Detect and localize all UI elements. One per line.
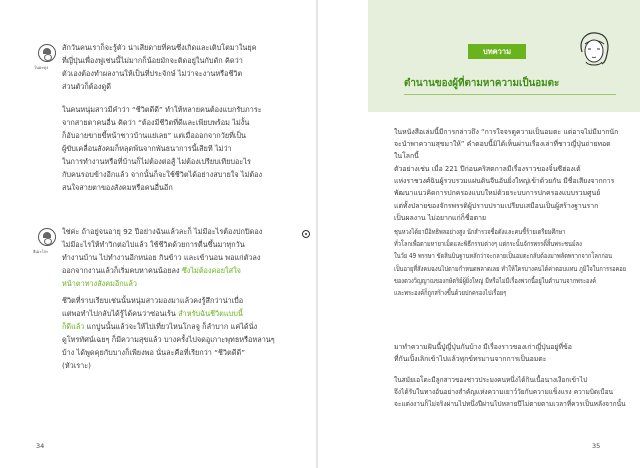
highlight-text: สำหรับฉันชีวิตแบบนี้ <box>178 309 243 318</box>
right-paragraph-4 <box>394 341 572 365</box>
text-line: ในโลกนี้ <box>394 152 419 161</box>
right-paragraph-2 <box>394 163 614 224</box>
title-underline <box>404 94 616 95</box>
article-title: ตำนานของผู้ที่ตามหาความเป็นอมตะ <box>404 78 560 89</box>
text-line <box>62 307 275 320</box>
left-paragraph-1 <box>62 41 257 93</box>
text-line: ตัวอย่างเช่น เมื่อ 221 ปีก่อนคริสตกาลมีเรื่องราวของจิ๋นซีฮ่องเต้ <box>394 165 581 173</box>
left-page <box>0 0 318 468</box>
text-line <box>62 320 275 333</box>
highlight-text: หน้าตาทางสังคมอีกแล้ว <box>62 279 137 288</box>
left-paragraph-3 <box>62 225 262 290</box>
text-line: พัฒนาแนวคิดการปกครองแบบใหม่ด้วยระบบการปกครองแบบรวมศูนย์ <box>394 189 601 198</box>
highlight-text: ก็ดีแล้ว <box>62 322 85 331</box>
text-line: กับคนรอบข้างอีกแล้ว จากนั้นก็จะใช้ชีวิตได้อย่างสบายใจ ไม่ต้อง <box>62 170 263 179</box>
speaker-name-1: โนอะคุง <box>34 65 49 70</box>
right-paragraph-1 <box>394 126 618 163</box>
text-line: สักวันคนเราก็จะรู้ตัว น่าเสียดายที่คนซึ่งเกิดและเติบโตมาในยุค <box>62 43 257 52</box>
text-line: จึงได้รับในทางอันอย่างสำคัญแห่งความเยาว์วัยกับความแข็งแรง ความบิดเบือน <box>394 388 614 397</box>
speaker-name-2: ฮิเมะโกะ <box>33 249 49 254</box>
registration-mark-icon <box>302 230 310 238</box>
text-line: ใช่ค่ะ ถ้าอยู่จนอายุ 92 ปีอย่างฉันแล้วละก็ ไม่มีอะไรต้องปกปิดอง <box>62 227 263 236</box>
text-line: จากสายตาคนอื่น คิดว่า “ต้องมีชีวิตที่ดีและเพียบพร้อม ไม่งั้น <box>62 118 250 127</box>
text-line: จะนำพาความสุขมาให้” คำตอบนี้มิได้เห็นผ่านเรื่องเล่าที่ชาวญี่ปุ่นถ่ายทอด <box>394 140 611 149</box>
left-paragraph-2 <box>62 103 262 194</box>
text-line: แต่ทั้งปลายของจักรพรรดิผู้ปราบปรามเปรียบเสมือนเป็นผู้สร้างฐานราก <box>394 201 599 210</box>
text-line: ของดวงวิญญาณของกษัตริย์ผู้ยิ่งใหญ่ มีหรือไม่มีเรื่องพวกนี้อยู่ในตำนานจากพระองค์ <box>394 276 597 285</box>
text-segment: แต่พอทำไปกลับได้รู้ได้คนว่าซ่อนเร้น <box>62 309 179 318</box>
text-line: ที่กันเปิ้งเลิกเข้าไปแล้วทุกข์ทรมานจากการเป็นอมตะ <box>394 355 547 364</box>
text-line: ก็อับอายขายขี้หน้าชาวบ้านแย่เลย” แต่เมื่อออกจากวัยที่เป็น <box>62 131 247 140</box>
text-line: เป็นผลงาน ไม่อยากแก่ก็ชื่อตาย <box>394 213 487 222</box>
text-line: มาทำความฝันนี้ปู่ญี่ปุ่นกันบ้าง มีเรื่องราวของเก่าญี่ปุ่นอยู่ที่ข้อ <box>394 343 572 351</box>
text-line: ในการทำงานหรือที่บ้านก็ไม่ต้องต่อสู้ ไม่ต้องเปรียบเทียบอะไร <box>62 157 251 166</box>
text-segment: ออกจากงานแล้วก็เริ่มคบหาคนน้อยลง <box>62 266 182 275</box>
text-line: ในคนหนุ่มสาวมีคำว่า “ชีวิตดีดี” ทำให้หลายคนต้องแบกรับภาระ <box>62 105 262 114</box>
text-line: ที่ญี่ปุ่นเพื่องฟูเช่นนี้ไม่มากก็น้อยมักจะติดอยู่ในกับดัก คิดว่า <box>62 56 243 65</box>
text-line: ผู้ขับเคลื่อนสังคมก็หลุดพ้นจากพันธนาการนี้เสียที ไม่ว่า <box>62 144 232 153</box>
right-page <box>318 0 640 468</box>
left-paragraph-4 <box>62 294 275 372</box>
text-line: ส่วนตัวก็ต้องดูดี <box>62 82 111 91</box>
text-line: ชุนหวงได้ยามีอิทธิพลอย่างสูง นักสำรวจชื่อดังและคนขี้ร้ายเตรียมศึกษา <box>394 228 566 236</box>
page-number-right: 35 <box>592 442 601 450</box>
text-line: สนใจสายตาของสังคมหรือคนอื่นอีก <box>62 183 173 192</box>
text-line: ดูโทรทัศน์เฉยๆ ก็มีความสุขแล้ว บางครั้งไปจดอูเกาะพุทธหรือหลานๆ <box>62 335 275 344</box>
text-line: ทั่วโลกเพื่อตามหายาเม็ดและพิธีกรรมต่างๆ แต่กระนั้นจักรพรรดิ์สิ้นพระชนม์ลง <box>394 240 582 249</box>
text-line: ตัวเองต้องทำผลงานให้เป็นที่ประจักษ์ ไม่ว่าจะงานหรือชีวิต <box>62 69 243 78</box>
text-line: ในวัย 49 พรรษา ขัดสินบินฐานหลักว่าจะกลายเป็นอมตะกลับต้องมาพลัดพรากจากโลกก่อน <box>394 252 613 261</box>
woman-sketch-icon <box>574 30 614 68</box>
text-line: (หัวเราะ) <box>62 361 92 370</box>
text-line: และพระองค์ก็ถูกสร้างขึ้นด้วยปกครองไปเรื่อยๆ <box>394 288 507 297</box>
article-tag: บทความ <box>468 44 526 59</box>
text-line: ในสมัยเอโดะมีลูกสาวของชาวประมงคนหนึ่งได้กินเนื้อนางเงือกเข้าไป <box>394 376 588 384</box>
text-line: ในหนังสือเล่มนี้มีการกล่าวถึง “การใจจรดูความเป็นอมตะ แต่อาจไม่มีมากนัก <box>394 128 619 136</box>
text-line: จะแต่งงานก็ไม่จริงผ่านไปหนึ่งปีผ่านไปหลายปีไม่ตายตามเวลาที่ควรเป็นหลังจากนั้น <box>394 400 626 409</box>
text-line: เป็นอายุที่สังคมฉงนไปตามกำหนดพลาดเลย ทำให้ใครบางคนได้ค่าตอบแทน ภูมิใจในการรอคอย <box>394 264 627 273</box>
text-line: ทำงานบ้าน ไปทำงานอีกหน่อย กินข้าว และเข้านอน พอแก่ตัวลง <box>62 253 261 262</box>
right-paragraph-5 <box>394 374 626 411</box>
highlight-text: ซึ่งไม่ต้องคอยใส่ใจ <box>181 266 241 275</box>
text-segment: แกปูนนั้นแล้วจะให้ไปเที่ยวไหนโกลจู ก็ลำบาก แค่ได้นั่ง <box>84 322 258 331</box>
text-line: บ้าง ได้พูดคุยกับบางก็เพียงพอ นั่นละคือที่เรียกว่า “ชีวิตดีดี” <box>62 348 246 357</box>
text-line <box>62 264 262 277</box>
girl-avatar-icon <box>38 228 56 246</box>
boy-avatar-icon <box>38 44 56 62</box>
right-paragraph-3 <box>394 226 626 299</box>
text-line: ชีวิตที่ราบเรียบเช่นนั้นหนุ่มสาวมองมาแล้วคงรู้สึกว่าน่าเบื่อ <box>62 296 244 305</box>
page-number-left: 34 <box>36 442 45 450</box>
text-line: แห่งราชวงศ์ฉินผู้รวบรวมแผ่นดินจีนอันยิ่งใหญ่เข้าด้วยกัน มีชื่อเสียงจากการ <box>394 177 615 186</box>
text-line: ไม่มีอะไรให้ทำวิกต่อไปแล้ว ใช้ชีวิตด้วยการตื่นขึ้นมาทุกวัน <box>62 240 245 249</box>
